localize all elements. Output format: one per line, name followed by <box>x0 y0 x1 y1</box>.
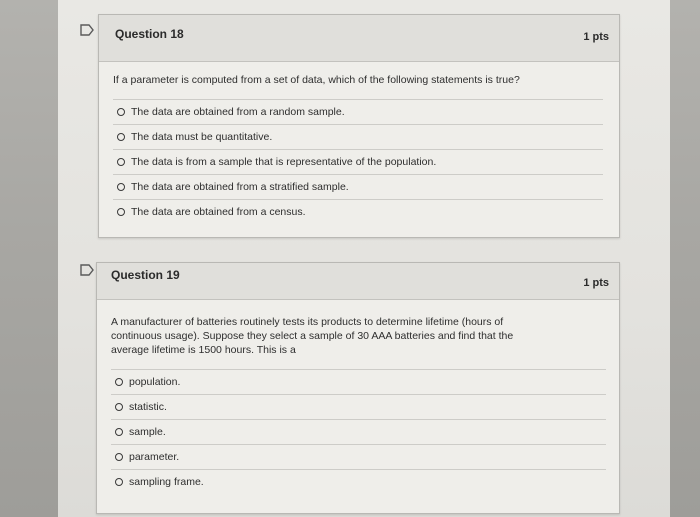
answer-label: The data must be quantitative. <box>131 131 273 143</box>
answer-label: sample. <box>129 426 166 438</box>
radio-button[interactable] <box>117 108 125 116</box>
prompt-line: continuous usage). Suppose they select a sample of 30 AAA batteries and find that the <box>111 330 514 342</box>
question-points: 1 pts <box>583 277 609 289</box>
answer-option[interactable] <box>113 199 603 224</box>
question-header <box>99 15 619 62</box>
radio-button[interactable] <box>115 478 123 486</box>
radio-button[interactable] <box>117 133 125 141</box>
radio-button[interactable] <box>115 403 123 411</box>
answer-list <box>113 99 603 224</box>
question-title: Question 18 <box>115 27 184 41</box>
question-title: Question 19 <box>111 268 180 282</box>
question-card-19 <box>96 262 620 514</box>
flag-question-icon[interactable] <box>80 264 94 276</box>
answer-label: parameter. <box>129 451 180 463</box>
answer-label: statistic. <box>129 401 167 413</box>
answer-option[interactable] <box>113 174 603 199</box>
answer-label: The data are obtained from a census. <box>131 206 306 218</box>
answer-list <box>111 369 606 494</box>
radio-button[interactable] <box>117 183 125 191</box>
radio-button[interactable] <box>117 158 125 166</box>
answer-label: sampling frame. <box>129 476 204 488</box>
answer-label: population. <box>129 376 181 388</box>
radio-button[interactable] <box>115 378 123 386</box>
answer-label: The data are obtained from a random sample. <box>131 106 345 118</box>
answer-option[interactable] <box>111 444 606 469</box>
answer-option[interactable] <box>111 419 606 444</box>
answer-option[interactable] <box>113 124 603 149</box>
answer-option[interactable] <box>113 149 603 174</box>
question-prompt <box>111 315 606 357</box>
answer-option[interactable] <box>111 369 606 394</box>
question-card-18 <box>98 14 620 238</box>
question-prompt: If a parameter is computed from a set of data, which of the following statements is true? <box>113 74 520 86</box>
question-header <box>97 263 619 300</box>
radio-button[interactable] <box>115 428 123 436</box>
radio-button[interactable] <box>115 453 123 461</box>
flag-question-icon[interactable] <box>80 24 94 36</box>
radio-button[interactable] <box>117 208 125 216</box>
answer-label: The data is from a sample that is representative of the population. <box>131 156 437 168</box>
answer-option[interactable] <box>111 394 606 419</box>
answer-label: The data are obtained from a stratified sample. <box>131 181 349 193</box>
prompt-line: average lifetime is 1500 hours. This is a <box>111 344 296 356</box>
question-points: 1 pts <box>583 31 609 43</box>
answer-option[interactable] <box>113 99 603 124</box>
quiz-page <box>58 0 670 517</box>
prompt-line: A manufacturer of batteries routinely tests its products to determine lifetime (hours of <box>111 316 504 328</box>
answer-option[interactable] <box>111 469 606 494</box>
